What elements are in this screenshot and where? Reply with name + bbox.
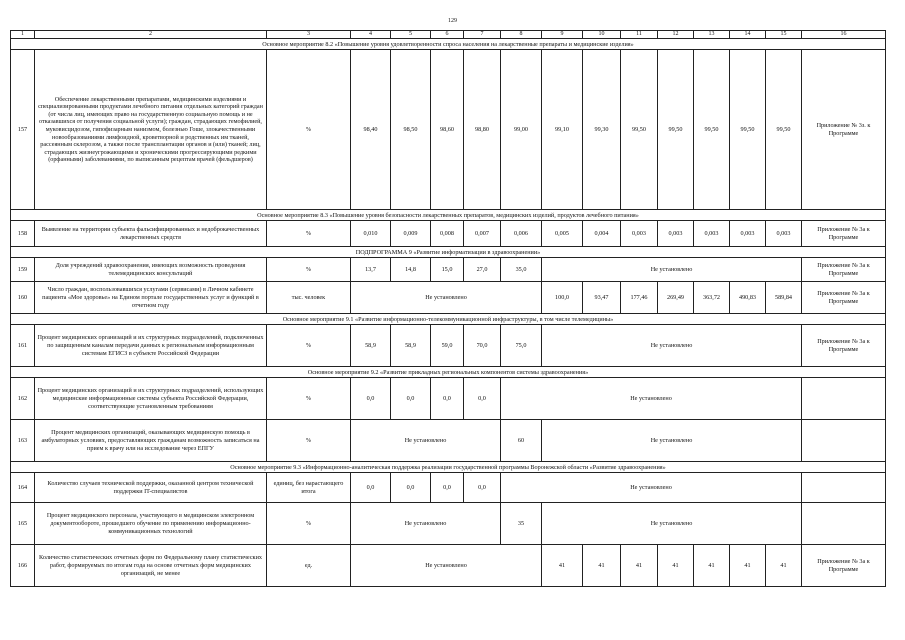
value-cell: 41: [730, 545, 766, 587]
value-cell: 177,46: [621, 282, 658, 314]
header-cell: 14: [730, 31, 766, 39]
value-cell: 0,0: [464, 473, 501, 503]
value-cell: 99,10: [542, 50, 583, 210]
section-row: [11, 39, 886, 50]
value-cell: 0,005: [542, 221, 583, 247]
table-row: [11, 258, 886, 282]
unit: тыс. человек: [267, 282, 351, 314]
unit: %: [267, 258, 351, 282]
value-cell: 70,0: [464, 325, 501, 367]
not-set-cell: Не установлено: [351, 503, 501, 545]
value-cell: 363,72: [694, 282, 730, 314]
value-cell: 99,50: [730, 50, 766, 210]
unit: %: [267, 503, 351, 545]
unit: %: [267, 420, 351, 462]
value-cell: 0,0: [431, 378, 464, 420]
row-number: 159: [11, 258, 35, 282]
indicator-text: Доля учреждений здравоохранения, имеющих возможность проведения телемедицинских консультаций: [35, 258, 267, 282]
indicator-text: Выявление на территории субъекта фальсифицированных и недоброкачественных лекарственных средств: [35, 221, 267, 247]
table-row: [11, 545, 886, 587]
row-number: 161: [11, 325, 35, 367]
value-cell: 93,47: [583, 282, 621, 314]
section-row: [11, 462, 886, 473]
value-cell: 99,50: [658, 50, 694, 210]
header-cell: 1: [11, 31, 35, 39]
value-cell: 0,007: [464, 221, 501, 247]
row-number: 157: [11, 50, 35, 210]
row-number: 164: [11, 473, 35, 503]
row-number: 163: [11, 420, 35, 462]
value-cell: 99,50: [694, 50, 730, 210]
value-cell: 0,009: [391, 221, 431, 247]
value-cell: 59,0: [431, 325, 464, 367]
value-cell: 75,0: [501, 325, 542, 367]
section-title: Основное мероприятие 9.1 «Развитие информационно-телекоммуникационной инфраструктуры, в том числе телемедицины»: [11, 314, 886, 325]
header-row: [11, 31, 886, 39]
section-title: Основное мероприятие 9.2 «Развитие прикладных региональных компонентов системы здравоохранения»: [11, 367, 886, 378]
value-cell: 99,50: [766, 50, 802, 210]
row-number: 165: [11, 503, 35, 545]
not-set-cell: Не установлено: [351, 282, 542, 314]
not-set-cell: Не установлено: [351, 420, 501, 462]
value-cell: 98,80: [464, 50, 501, 210]
value-cell: 0,0: [464, 378, 501, 420]
row-number: 166: [11, 545, 35, 587]
value-cell: 0,006: [501, 221, 542, 247]
header-cell: 16: [802, 31, 886, 39]
appendix-ref: Приложение № 3а к Программе: [802, 545, 886, 587]
table-row: [11, 282, 886, 314]
page-number: 129: [448, 18, 457, 24]
indicator-text: Процент медицинского персонала, участвующего в медицинском электронном документообороте, прошедшего обучение по применению информационно-коммуникационных технологий: [35, 503, 267, 545]
appendix-ref: Приложение № 3а к Программе: [802, 258, 886, 282]
section-row: [11, 210, 886, 221]
header-cell: 4: [351, 31, 391, 39]
indicator-text: Обеспечение лекарственными препаратами, медицинскими изделиями и специализированными продуктами лечебного питания отдельных категорий граждан (от числа лиц, имеющих право на государственную социальную помощь и не отказавшихся от получения социальной услуги); граждан, страдающих гемофилией, муковисцидозом, гипофизарным нанизмом, болезнью Гоше, злокачественными новообразованиями лимфоидной, кроветворной и родственных им тканей, рассеянным склерозом, а также после трансплантации органов и (или) тканей; лиц, страдающих жизнеугрожающими и хроническими прогрессирующими редкими (орфанными) заболеваниями, по выписанным рецептам врачей (фельдшеров): [35, 50, 267, 210]
header-cell: 12: [658, 31, 694, 39]
header-cell: 11: [621, 31, 658, 39]
indicators-table: [10, 30, 886, 587]
value-cell: 0,0: [431, 473, 464, 503]
value-cell: 41: [621, 545, 658, 587]
value-cell: 0,0: [391, 473, 431, 503]
value-cell: 0,004: [583, 221, 621, 247]
value-cell: 98,40: [351, 50, 391, 210]
indicator-text: Процент медицинских организаций, оказывающих медицинскую помощь в амбулаторных условиях, предоставляющих гражданам возможность записаться на прием к врачу или на исследование через ЕПГУ: [35, 420, 267, 462]
appendix-ref: Приложение № 3з. к Программе: [802, 50, 886, 210]
not-set-cell: Не установлено: [542, 325, 802, 367]
appendix-ref: [802, 420, 886, 462]
value-cell: 41: [583, 545, 621, 587]
value-cell: 0,003: [730, 221, 766, 247]
header-cell: 13: [694, 31, 730, 39]
value-cell: 0,003: [621, 221, 658, 247]
indicator-text: Количество случаев технической поддержки, оказанной центром технической поддержки IT-специалистов: [35, 473, 267, 503]
table-row: [11, 420, 886, 462]
unit: единиц, без нарастающего итога: [267, 473, 351, 503]
section-row: [11, 247, 886, 258]
not-set-cell: Не установлено: [501, 378, 802, 420]
value-cell: 0,010: [351, 221, 391, 247]
value-cell: 99,50: [621, 50, 658, 210]
value-cell: 99,30: [583, 50, 621, 210]
subprogram-title: ПОДПРОГРАММА 9 «Развитие информатизации в здравоохранении»: [11, 247, 886, 258]
header-cell: 3: [267, 31, 351, 39]
appendix-ref: [802, 378, 886, 420]
header-cell: 6: [431, 31, 464, 39]
value-cell: 41: [694, 545, 730, 587]
unit: %: [267, 325, 351, 367]
indicator-text: Процент медицинских организаций и их структурных подразделений, подключенных по защищенным каналам передачи данных к региональным информационным системам ЕГИСЗ в субъекте Российской Федерации: [35, 325, 267, 367]
value-cell: 0,003: [658, 221, 694, 247]
header-cell: 8: [501, 31, 542, 39]
section-title: Основное мероприятие 8.2 «Повышение уровня удовлетворенности спроса населения на лекарственные препараты и медицинские изделия»: [11, 39, 886, 50]
table-row: [11, 473, 886, 503]
value-cell: 14,8: [391, 258, 431, 282]
value-cell: 41: [542, 545, 583, 587]
not-set-cell: Не установлено: [542, 503, 802, 545]
value-cell: 0,008: [431, 221, 464, 247]
header-cell: 7: [464, 31, 501, 39]
value-cell: 98,50: [391, 50, 431, 210]
header-cell: 9: [542, 31, 583, 39]
value-cell: 589,84: [766, 282, 802, 314]
indicator-text: Число граждан, воспользовавшихся услугами (сервисами) в Личном кабинете пациента «Мое здоровье» на Едином портале государственных услуг и функций в отчетном году: [35, 282, 267, 314]
header-cell: 15: [766, 31, 802, 39]
header-cell: 2: [35, 31, 267, 39]
row-number: 160: [11, 282, 35, 314]
not-set-cell: Не установлено: [501, 473, 802, 503]
value-cell: 0,0: [351, 473, 391, 503]
table-row: [11, 50, 886, 210]
value-cell: 41: [766, 545, 802, 587]
value-cell: 0,0: [351, 378, 391, 420]
appendix-ref: Приложение № 3а к Программе: [802, 282, 886, 314]
unit: %: [267, 378, 351, 420]
header-cell: 10: [583, 31, 621, 39]
not-set-cell: Не установлено: [542, 258, 802, 282]
row-number: 158: [11, 221, 35, 247]
section-row: [11, 367, 886, 378]
value-cell: 99,00: [501, 50, 542, 210]
appendix-ref: Приложение № 3а к Программе: [802, 325, 886, 367]
value-cell: 15,0: [431, 258, 464, 282]
value-cell: 35,0: [501, 258, 542, 282]
unit: ед.: [267, 545, 351, 587]
section-title: Основное мероприятие 8.3 «Повышение уровня безопасности лекарственных препаратов, медицинских изделий, продуктов лечебного питания»: [11, 210, 886, 221]
not-set-cell: Не установлено: [351, 545, 542, 587]
appendix-ref: Приложение № 3а к Программе: [802, 221, 886, 247]
table-row: [11, 503, 886, 545]
value-cell: 269,49: [658, 282, 694, 314]
value-cell: 27,0: [464, 258, 501, 282]
table-row: [11, 378, 886, 420]
value-cell: 100,0: [542, 282, 583, 314]
value-cell: 58,9: [391, 325, 431, 367]
value-cell: 58,9: [351, 325, 391, 367]
value-cell: 490,83: [730, 282, 766, 314]
value-cell: 0,003: [766, 221, 802, 247]
row-number: 162: [11, 378, 35, 420]
value-cell: 13,7: [351, 258, 391, 282]
value-cell: 60: [501, 420, 542, 462]
value-cell: 98,60: [431, 50, 464, 210]
indicator-text: Количество статистических отчетных форм по Федеральному плану статистических работ, формируемых по итогам года на основе отчетных форм медицинских организаций, не менее: [35, 545, 267, 587]
table-row: [11, 325, 886, 367]
value-cell: 0,0: [391, 378, 431, 420]
table-row: [11, 221, 886, 247]
value-cell: 0,003: [694, 221, 730, 247]
unit: %: [267, 221, 351, 247]
appendix-ref: [802, 473, 886, 503]
not-set-cell: Не установлено: [542, 420, 802, 462]
unit: %: [267, 50, 351, 210]
header-cell: 5: [391, 31, 431, 39]
section-row: [11, 314, 886, 325]
value-cell: 35: [501, 503, 542, 545]
section-title: Основное мероприятие 9.3 «Информационно-аналитическая поддержка реализации государственной программы Воронежской области «Развитие здравоохранения»: [11, 462, 886, 473]
indicator-text: Процент медицинских организаций и их структурных подразделений, использующих медицинские информационные системы субъекта Российской Федерации, соответствующие установленным требованиям: [35, 378, 267, 420]
value-cell: 41: [658, 545, 694, 587]
appendix-ref: [802, 503, 886, 545]
